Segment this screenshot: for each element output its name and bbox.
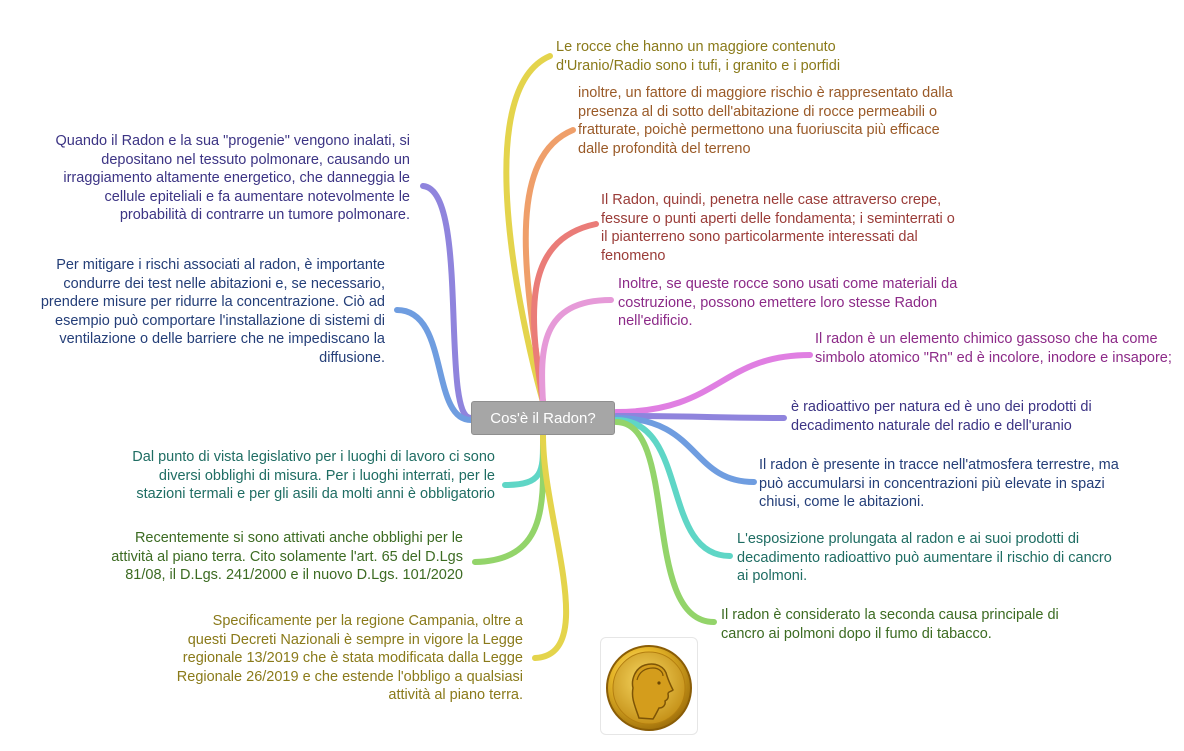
node-penetra-case[interactable]: Il Radon, quindi, penetra nelle case attraverso crepe, fessure o punti aperti delle fondamenta; i seminterrati o il pianterreno sono particolarmente interessati dal fenomeno — [601, 192, 955, 264]
node-seconda-causa[interactable]: Il radon è considerato la seconda causa principale di cancro ai polmoni dopo il fumo di tabacco. — [721, 607, 1059, 642]
central-topic[interactable] — [471, 401, 615, 435]
node-atmosfera[interactable]: Il radon è presente in tracce nell'atmosfera terrestre, ma può accumularsi in concentrazioni più elevate in spazi chiusi, come le abitazioni. — [759, 457, 1119, 510]
node-esposizione[interactable]: L'esposizione prolungata al radon e ai suoi prodotti di decadimento radioattivo può aumentare il rischio di cancro ai polmoni. — [737, 531, 1112, 584]
branch-materiali-costruzione — [542, 300, 611, 402]
branch-elemento-chimico — [616, 355, 810, 412]
branch-progenie — [423, 186, 471, 418]
node-mitigare[interactable]: Per mitigare i rischi associati al radon, è importante condurre dei test nelle abitazioni e, se necessario, prendere misure per ridurre la concentrazione. Ciò ad esempio può comportare l'installazione di sistemi di ventilazione o delle barriere che ne impediscano la diffusione. — [40, 257, 385, 366]
branch-legislativo — [505, 436, 543, 485]
node-materiali-costruzione[interactable]: Inoltre, se queste rocce sono usati come materiali da costruzione, possono emettere loro stesse Radon nell'edificio. — [618, 276, 958, 329]
branch-esposizione — [616, 420, 730, 556]
node-progenie[interactable]: Quando il Radon e la sua "progenie" vengono inalati, si depositano nel tessuto polmonare, causando un irraggiamento altamente energetico, che danneggia le cellule epiteliali e fa aumentare notevolmente le probabilità di contrarre un tumore polmonare. — [55, 133, 410, 223]
node-elemento-chimico[interactable]: Il radon è un elemento chimico gassoso che ha come simbolo atomico "Rn" ed è incolore, inodore e insapore; — [815, 331, 1172, 366]
node-piano-terra[interactable]: Recentemente si sono attivati anche obblighi per le attività al piano terra. Cito solamente l'art. 65 del D.Lgs 81/08, il D.Lgs. 241/2000 e il nuovo D.Lgs. 101/2020 — [111, 530, 463, 583]
coin-image-card — [600, 637, 698, 735]
node-rocce-uranio[interactable]: Le rocce che hanno un maggiore contenuto d'Uranio/Radio sono i tufi, i granito e i porfidi — [556, 39, 841, 74]
portrait-coin-icon — [601, 638, 697, 734]
node-radioattivo[interactable]: è radioattivo per natura ed è uno dei prodotti di decadimento naturale del radio e dell'uranio — [791, 399, 1092, 434]
central-topic-label: Cos'è il Radon? — [490, 409, 596, 427]
branch-seconda-causa — [616, 422, 714, 622]
node-rocce-permeabili[interactable]: inoltre, un fattore di maggiore rischio è rappresentato dalla presenza al di sotto dell'abitazione di rocce permeabili o fratturate, poichè permettono una fuoriuscita più efficace dalle profondità del terreno — [578, 85, 953, 157]
node-campania[interactable]: Specificamente per la regione Campania, oltre a questi Decreti Nazionali è sempre in vigore la Legge regionale 13/2019 che è stata modificata dalla Legge Regionale 26/2019 e che estende l'obbligo a qualsiasi attività al piano terra. — [176, 613, 523, 703]
node-legislativo[interactable]: Dal punto di vista legislativo per i luoghi di lavoro ci sono diversi obblighi di misura. Per i luoghi interrati, per le stazioni termali e per gli asili da molti anni è obbligatorio — [132, 449, 495, 502]
